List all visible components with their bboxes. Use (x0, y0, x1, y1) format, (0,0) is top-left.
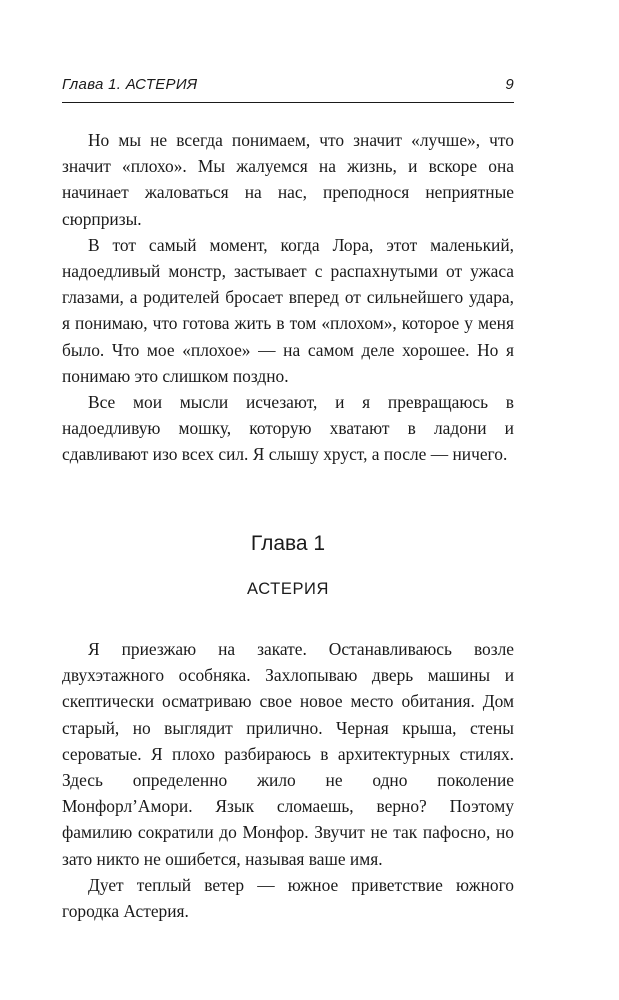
running-title: Глава 1. АСТЕРИЯ (62, 76, 198, 93)
paragraph: Но мы не всегда понимаем, что значит «лучше», что значит «плохо». Мы жалуемся на жизнь, и вскоре она начинает жаловаться на нас, преподнося неприятные сюрпризы. (62, 130, 514, 229)
running-header (62, 76, 514, 100)
paragraph: Дует теплый ветер — южное приветствие южного городка Астерия. (62, 874, 514, 922)
paragraph: Я приезжаю на закате. Останавливаюсь возле двухэтажного особняка. Захлопываю дверь машины и скептически осматриваю свое новое место обитания. Дом старый, но выглядит прилично. Черная крыша, стены сероватые. Я плохо разбираюсь в архитектурных стилях. Здесь определенно жило не одно поколение Монфорл’Амори. Язык сломаешь, верно? Поэтому фамилию сократили до Монфор. Звучит не так пафосно, но зато никто не ошибется, называя ваше имя. (62, 639, 514, 869)
page-number: 9 (505, 76, 514, 93)
chapter-text (62, 636, 514, 924)
intro-text (62, 127, 514, 468)
chapter-title: Глава 1 (250, 532, 326, 555)
paragraph: В тот самый момент, когда Лора, этот маленький, надоедливый монстр, застывает с распахнутыми от ужаса глазами, а родителей бросает вперед от сильнейшего удара, я понимаю, что готова жить в том «плохом», которое у меня было. Что мое «плохое» — на самом деле хорошее. Но я понимаю это слишком поздно. (62, 234, 514, 386)
chapter-subtitle: АСТЕРИЯ (246, 580, 330, 598)
paragraph: Все мои мысли исчезают, и я превращаюсь в надоедливую мошку, которую хватают в ладони и сдавливают изо всех сил. Я слышу хруст, а после — ничего. (62, 392, 514, 465)
header-rule (62, 102, 514, 103)
